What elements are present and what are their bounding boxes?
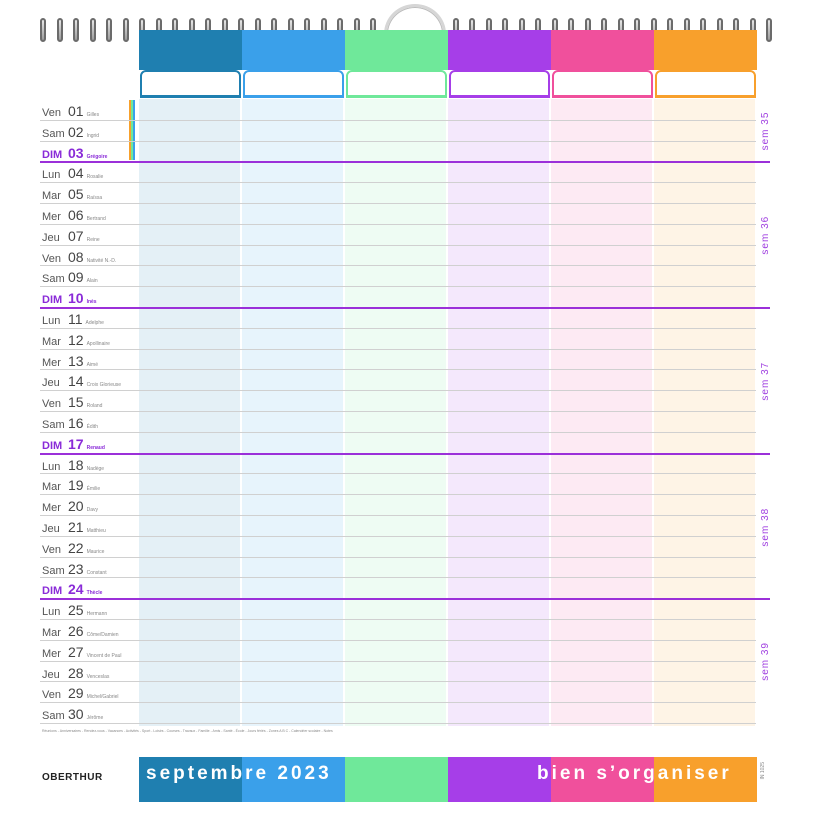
day-number: 29 xyxy=(68,685,84,702)
saint-name: Hermann xyxy=(86,611,108,618)
row-line xyxy=(40,328,756,329)
day-number: 11 xyxy=(68,311,83,327)
footer-color-band xyxy=(345,757,448,802)
week-number-label: sem 38 xyxy=(760,507,771,546)
saint-name: Nativité N.-D. xyxy=(86,257,117,264)
column-name-field[interactable] xyxy=(655,70,756,98)
reference-code: IN 1025 xyxy=(760,762,766,780)
row-line xyxy=(40,619,756,620)
footer-color-band xyxy=(448,757,551,802)
fine-print: Réunions - Anniversaires - Rendez-vous - Vacances - Activités - Sport - Loisirs - Courses - Travaux - Famille - Amis - Santé - École - Jours fériés - Zones A B C - Calendrier scolaire - Notes xyxy=(42,729,333,733)
day-of-week: Sam xyxy=(42,710,65,723)
saint-name: Émilie xyxy=(86,486,101,493)
day-of-week: Mar xyxy=(42,335,61,348)
week-number-label: sem 36 xyxy=(760,215,771,255)
saint-name: Croix Glorieuse xyxy=(86,382,122,389)
saint-name: Gilles xyxy=(86,112,100,118)
saint-name: Roland xyxy=(86,403,103,410)
day-of-week: Mer xyxy=(42,647,61,660)
binding-ring xyxy=(766,18,772,42)
saint-name: Vincent de Paul xyxy=(86,652,122,659)
day-number: 07 xyxy=(68,227,84,244)
row-line xyxy=(40,557,756,558)
day-of-week: Mar xyxy=(42,627,61,639)
day-of-week: DIM xyxy=(42,294,63,307)
saint-name: Nadège xyxy=(86,465,105,472)
week-separator xyxy=(40,307,770,309)
day-number: 21 xyxy=(68,519,84,535)
day-number: 08 xyxy=(68,248,84,265)
saint-name: Inès xyxy=(86,299,97,306)
day-of-week: Ven xyxy=(42,543,61,556)
saint-name: Édith xyxy=(86,424,98,430)
row-line xyxy=(40,120,756,121)
column-name-field[interactable] xyxy=(140,70,241,98)
binding-ring xyxy=(106,18,112,42)
day-number: 01 xyxy=(68,103,84,119)
column-body[interactable] xyxy=(242,99,345,726)
day-number: 26 xyxy=(68,623,84,639)
row-line xyxy=(40,245,756,246)
day-of-week: Jeu xyxy=(42,231,60,244)
day-number: 03 xyxy=(68,144,84,161)
day-of-week: Ven xyxy=(42,398,61,411)
row-line xyxy=(40,723,756,724)
row-line xyxy=(40,432,756,433)
day-number: 25 xyxy=(68,602,84,619)
binding-ring xyxy=(57,18,63,42)
column-body[interactable] xyxy=(551,99,654,726)
saint-name: Alain xyxy=(86,278,98,285)
week-separator xyxy=(40,161,770,163)
week-number-label: sem 39 xyxy=(760,642,771,681)
day-of-week: DIM xyxy=(42,439,63,452)
day-of-week: Ven xyxy=(42,689,61,702)
day-number: 18 xyxy=(68,456,84,473)
saint-name: Michel/Gabriel xyxy=(86,694,119,701)
row-line xyxy=(40,224,756,225)
day-number: 12 xyxy=(68,331,84,348)
row-line xyxy=(40,265,756,266)
saint-name: Rosalie xyxy=(86,174,104,181)
column-body[interactable] xyxy=(448,99,551,726)
row-line xyxy=(40,286,756,287)
row-line xyxy=(40,141,756,142)
row-line xyxy=(40,411,756,412)
column-name-field[interactable] xyxy=(449,70,550,98)
row-line xyxy=(40,515,756,516)
row-line xyxy=(40,681,756,682)
day-of-week: Mer xyxy=(42,211,61,223)
day-of-week: Lun xyxy=(42,606,61,619)
day-number: 20 xyxy=(68,498,84,515)
column-header-band xyxy=(551,30,654,70)
column-header-band xyxy=(139,30,242,70)
row-line xyxy=(40,536,756,537)
day-number: 16 xyxy=(68,415,84,431)
saint-name: Thècle xyxy=(86,590,103,597)
column-body[interactable] xyxy=(345,99,448,726)
day-number: 24 xyxy=(68,581,84,598)
day-of-week: Ven xyxy=(42,107,61,119)
saint-name: Raïssa xyxy=(86,195,103,202)
column-name-field[interactable] xyxy=(552,70,653,98)
saint-name: Adelphe xyxy=(85,320,104,326)
week-separator xyxy=(40,453,770,455)
day-of-week: Mer xyxy=(42,356,61,369)
binding-ring xyxy=(90,18,96,42)
row-line xyxy=(40,577,756,578)
row-line xyxy=(40,640,756,641)
row-line xyxy=(40,494,756,495)
row-line xyxy=(40,203,756,204)
day-number: 05 xyxy=(68,186,84,203)
week-separator xyxy=(40,598,770,600)
day-of-week: DIM xyxy=(42,585,63,598)
saint-name: Davy xyxy=(86,507,98,514)
saint-name: Renaud xyxy=(86,444,105,451)
saint-name: Constant xyxy=(86,569,107,576)
day-of-week: Sam xyxy=(42,564,65,577)
tagline: bien s’organiser xyxy=(537,763,732,784)
day-number: 10 xyxy=(68,290,84,307)
saint-name: Venceslas xyxy=(86,673,110,680)
day-number: 02 xyxy=(68,123,84,140)
day-of-week: Mer xyxy=(42,502,61,515)
day-of-week: Lun xyxy=(42,315,61,327)
column-header-band xyxy=(654,30,757,70)
day-number: 23 xyxy=(68,560,84,577)
column-name-field[interactable] xyxy=(346,70,447,98)
day-number: 19 xyxy=(68,477,84,494)
saint-name: Reine xyxy=(86,236,100,243)
day-number: 28 xyxy=(68,664,84,681)
day-number: 27 xyxy=(68,643,84,660)
column-header-band xyxy=(448,30,551,70)
day-of-week: Jeu xyxy=(42,377,60,390)
day-number: 15 xyxy=(68,394,84,411)
day-number: 09 xyxy=(68,269,84,286)
column-body[interactable] xyxy=(654,99,757,726)
day-number: 14 xyxy=(68,373,84,390)
day-of-week: Ven xyxy=(42,252,61,265)
column-header-band xyxy=(242,30,345,70)
binding-ring xyxy=(123,18,129,42)
day-of-week: Mar xyxy=(42,190,61,203)
saint-name: Matthieu xyxy=(86,528,106,534)
day-number: 17 xyxy=(68,435,84,452)
day-of-week: Sam xyxy=(42,419,65,431)
week-number-label: sem 35 xyxy=(760,111,771,151)
day-number: 06 xyxy=(68,207,84,223)
row-line xyxy=(40,661,756,662)
row-line xyxy=(40,702,756,703)
day-of-week: Mar xyxy=(42,481,61,494)
month-title: septembre 2023 xyxy=(146,763,332,784)
row-line xyxy=(40,473,756,474)
column-name-field[interactable] xyxy=(243,70,344,98)
day-number: 04 xyxy=(68,165,84,182)
day-of-week: Lun xyxy=(42,460,61,473)
saint-name: Jérôme xyxy=(86,715,104,722)
color-marker xyxy=(133,100,135,160)
day-number: 30 xyxy=(68,706,84,723)
row-line xyxy=(40,390,756,391)
saint-name: Ingrid xyxy=(86,132,100,139)
column-header-band xyxy=(345,30,448,70)
column-body[interactable] xyxy=(139,99,242,726)
saint-name: Maurice xyxy=(86,548,105,555)
day-of-week: Jeu xyxy=(42,523,60,535)
day-of-week: Jeu xyxy=(42,668,60,681)
day-number: 13 xyxy=(68,352,84,369)
saint-name: Côme/Damien xyxy=(86,632,119,638)
binding-ring xyxy=(73,18,79,42)
day-of-week: Sam xyxy=(42,273,65,286)
day-number: 22 xyxy=(68,539,84,556)
saint-name: Grégoire xyxy=(86,153,108,160)
row-line xyxy=(40,349,756,350)
row-line xyxy=(40,182,756,183)
row-line xyxy=(40,369,756,370)
saint-name: Bertrand xyxy=(86,216,106,222)
day-of-week: DIM xyxy=(42,148,63,161)
saint-name: Aimé xyxy=(86,361,98,368)
brand-logo: OBERTHUR xyxy=(42,772,103,783)
binding-ring xyxy=(40,18,46,42)
week-number-label: sem 37 xyxy=(760,361,771,401)
saint-name: Apollinaire xyxy=(86,340,110,347)
day-of-week: Lun xyxy=(42,169,61,182)
day-of-week: Sam xyxy=(42,127,65,140)
